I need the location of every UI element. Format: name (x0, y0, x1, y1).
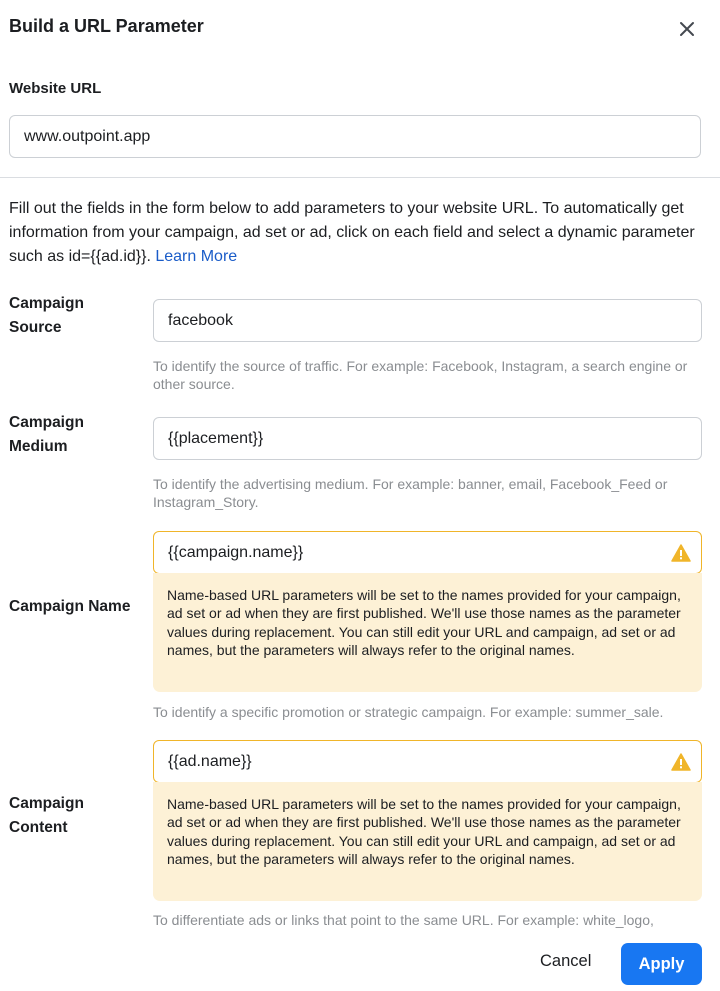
campaign-medium-input[interactable] (153, 417, 702, 460)
campaign-content-label (9, 792, 84, 840)
cancel-button[interactable]: Cancel (540, 952, 592, 970)
apply-button[interactable]: Apply (621, 943, 702, 985)
campaign-medium-label-line2: Medium (9, 438, 68, 455)
campaign-medium-value: {{placement}} (168, 429, 264, 447)
warning-icon (671, 753, 691, 771)
campaign-content-label-line2: Content (9, 819, 68, 836)
campaign-name-label: Campaign Name (9, 598, 131, 615)
campaign-medium-label-line1: Campaign (9, 414, 84, 431)
warning-icon (671, 544, 691, 562)
campaign-source-label (9, 292, 84, 340)
campaign-name-value: {{campaign.name}} (168, 543, 304, 561)
campaign-source-label-line2: Source (9, 319, 62, 336)
learn-more-link[interactable]: Learn More (155, 248, 238, 265)
campaign-content-label-line1: Campaign (9, 795, 84, 812)
campaign-source-input[interactable] (153, 299, 702, 342)
dialog-header (0, 0, 720, 56)
campaign-medium-help: To identify the advertising medium. For example: banner, email, Facebook_Feed or Instagram_Story. (153, 476, 668, 510)
campaign-content-help: To differentiate ads or links that point to the same URL. For example: white_logo, (153, 912, 654, 928)
form-description (9, 197, 709, 269)
campaign-content-warning: Name-based URL parameters will be set to the names provided for your campaign, ad set or ad when they are first published. We'll use those names as the parameter values during replacement. You can still edit your URL and campaign, ad set or ad names, but the parameters will always refer to the original names. (153, 782, 702, 901)
campaign-source-help: To identify the source of traffic. For example: Facebook, Instagram, a search engine or other source. (153, 358, 688, 392)
website-url-value: www.outpoint.app (24, 127, 151, 145)
campaign-source-label-line1: Campaign (9, 295, 84, 312)
website-url-input[interactable] (9, 115, 701, 158)
close-icon (679, 21, 695, 37)
campaign-medium-label (9, 411, 84, 459)
campaign-source-value: facebook (168, 311, 233, 329)
description-text: Fill out the fields in the form below to add parameters to your website URL. To automatically get information from your campaign, ad set or ad, click on each field and select a dynamic parameter such as id={{ad.id}}. (9, 200, 695, 265)
campaign-name-help: To identify a specific promotion or strategic campaign. For example: summer_sale. (153, 704, 664, 720)
website-url-label: Website URL (9, 80, 102, 97)
close-button[interactable] (674, 16, 700, 42)
divider (0, 177, 720, 178)
dialog-title: Build a URL Parameter (9, 16, 204, 36)
campaign-name-warning: Name-based URL parameters will be set to the names provided for your campaign, ad set or ad when they are first published. We'll use those names as the parameter values during replacement. You can still edit your URL and campaign, ad set or ad names, but the parameters will always refer to the original names. (153, 573, 702, 692)
campaign-content-value: {{ad.name}} (168, 752, 252, 770)
campaign-content-input[interactable] (153, 740, 702, 783)
campaign-name-input[interactable] (153, 531, 702, 574)
